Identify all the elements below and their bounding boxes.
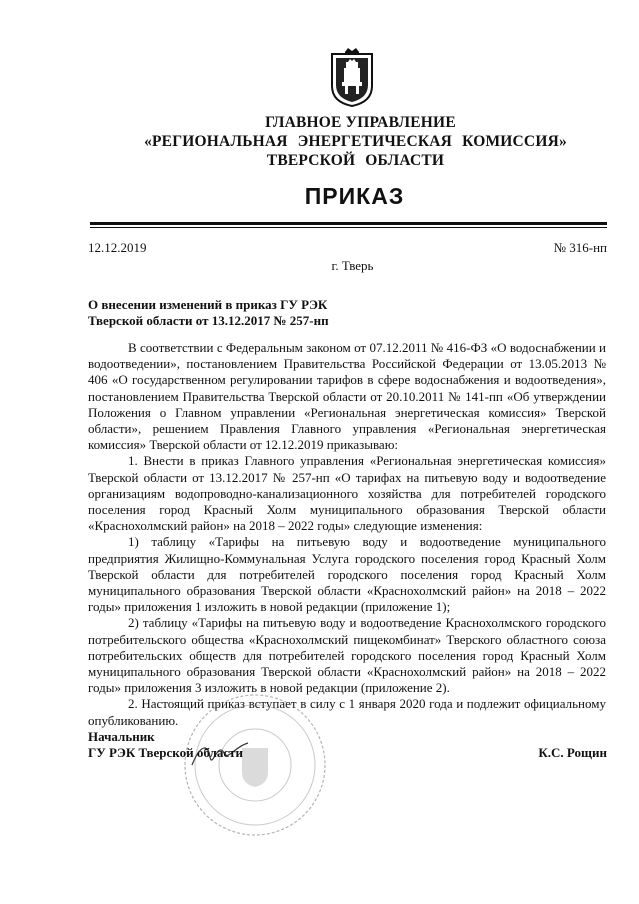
document-title: ПРИКАЗ <box>304 183 405 209</box>
order-city: г. Тверь <box>331 258 374 273</box>
header-rule-thick <box>90 222 607 225</box>
header-rule-thin <box>90 227 607 228</box>
body-paragraph-item-2: 2. Настоящий приказ вступает в силу с 1 января 2020 года и подлежит официальному опубликованию. <box>88 696 606 728</box>
subject-line-1: О внесении изменений в приказ ГУ РЭК <box>88 297 328 312</box>
order-body <box>88 340 606 729</box>
org-line-3: ТВЕРСКОЙ ОБЛАСТИ <box>266 152 445 169</box>
order-date: 12.12.2019 <box>88 240 147 255</box>
signatory-position <box>88 729 243 761</box>
organization-name <box>0 113 639 170</box>
org-line-1: ГЛАВНОЕ УПРАВЛЕНИЕ <box>265 114 456 131</box>
subject-line-2: Тверской области от 13.12.2017 № 257-нп <box>88 313 329 328</box>
body-paragraph-item-1: 1. Внести в приказ Главного управления «Региональная энергетическая комиссия» Тверской области от 13.12.2017 № 257-нп «О тарифах на питьевую воду и водоотведение организациям водопроводно-канализационного хозяйства для потребителей городского поселения город Красный Холм муниципального образования Тверской области «Краснохолмский район» на 2018 – 2022 годы» следующие изменения: <box>88 453 606 534</box>
tver-coat-of-arms-icon <box>330 48 374 108</box>
body-paragraph-preamble: В соответствии с Федеральным законом от 07.12.2011 № 416-ФЗ «О водоснабжении и водоотведении», постановлением Правительства Российской Федерации от 13.05.2013 № 406 «О государственном регулировании тарифов в сфере водоснабжения и водоотведения», постановлением Правительства Тверской области от 20.10.2011 № 141-пп «Об утверждении Положения о Главном управлении «Региональная энергетическая комиссия» Тверской области», решением Правления Главного управления «Региональная энергетическая комиссия» Тверской области от 12.12.2019 приказываю: <box>88 340 606 453</box>
body-paragraph-subitem-1: 1) таблицу «Тарифы на питьевую воду и водоотведение муниципального предприятия Жилищно-Коммунальная Услуга городского поселения город Красный Холм Тверской области для потребителей городского поселения город Красный Холм муниципального образования Тверской области «Краснохолмский район» на 2018 – 2022 годы» приложения 1 изложить в новой редакции (приложение 1); <box>88 534 606 615</box>
signatory-position-line-2: ГУ РЭК Тверской области <box>88 745 243 760</box>
signatory-position-line-1: Начальник <box>88 729 155 744</box>
body-paragraph-subitem-2: 2) таблицу «Тарифы на питьевую воду и водоотведение Краснохолмского городского потребительского общества «Краснохолмский пищекомбинат» Тверского областного союза потребительских обществ для потребителей городского поселения город Красный Холм муниципального образования Тверской области «Краснохолмский район» на 2018 – 2022 годы» приложения 3 изложить в новой редакции (приложение 2). <box>88 615 606 696</box>
org-line-2: «РЕГИОНАЛЬНАЯ ЭНЕРГЕТИЧЕСКАЯ КОМИССИЯ» <box>144 133 567 150</box>
order-number: № 316-нп <box>553 240 607 255</box>
order-subject <box>88 297 329 329</box>
signatory-name: К.С. Рощин <box>538 745 607 760</box>
